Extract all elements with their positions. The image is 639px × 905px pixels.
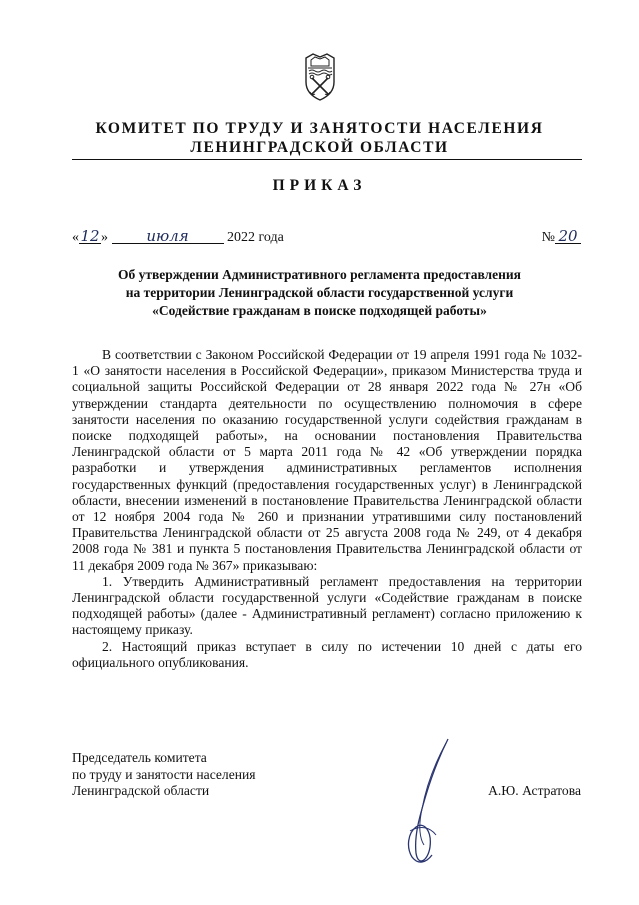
signatory-position [72,750,256,800]
date-open-quote: « [72,230,79,245]
position-line2: по труду и занятости населения [72,766,256,782]
order-item-1: 1. Утвердить Административный регламент предоставления на территории Ленинградской области государственной услуги «Содействие гражданам в поиске подходящей работы» (далее - Административный регламент) согласно приложению к настоящему приказу. [72,573,582,638]
organization-name-line2: ЛЕНИНГРАДСКОЙ ОБЛАСТИ [190,139,449,156]
number-value: 20 [555,229,581,244]
order-item-2: 2. Настоящий приказ вступает в силу по истечении 10 дней с даты его официального опубликования. [72,638,582,670]
order-number [542,229,581,246]
signatory-name: А.Ю. Астратова [488,783,581,798]
handwritten-signature-icon [390,735,460,875]
date-day: 12 [80,227,100,245]
preamble-paragraph: В соответствии с Законом Российской Федерации от 19 апреля 1991 года № 1032-1 «О занятости населения в Российской Федерации», приказом Министерства труда и социальной защиты Российской Федерации от 28 января 2022 года № 27н «Об утверждении стандарта деятельности по осуществлению полномочия в сфере занятости населения по оказанию государственной услуги содействия гражданам в поиске подходящей работы», на основании постановления Правительства Ленинградской области от 5 марта 2011 года № 42 «Об утверждении порядка разработки и утверждения административных регламентов исполнения государственных функций (предоставления государственных услуг) в Ленинградской области, внесении изменений в постановление Правительства Ленинградской области от 12 ноября 2004 года № 260 и признании утратившими силу постановлений Правительства Ленинградской области от 25 августа 2008 года № 249, от 4 декабря 2008 года № 381 и пункта 5 постановления Правительства Ленинградской области от 11 декабря 2009 года № 367» приказываю: [72,347,582,573]
order-date [72,229,284,246]
document-body [72,347,582,671]
number-prefix: № [541,230,555,245]
title-line1: Об утверждении Административного регламента предоставления [118,267,521,282]
date-year: 2022 года [227,230,284,245]
position-line3: Ленинградской области [72,783,210,799]
title-line2: на территории Ленинградской области государственной услуги [125,285,514,300]
header-divider [72,159,582,160]
position-line1: Председатель комитета [72,750,207,765]
leningrad-oblast-coat-of-arms-icon [303,52,337,102]
date-close-quote: » [101,230,108,245]
organization-name-line1: КОМИТЕТ ПО ТРУДУ И ЗАНЯТОСТИ НАСЕЛЕНИЯ [95,120,544,137]
document-title [0,266,639,320]
title-line3: «Содействие гражданам в поиске подходящей работы» [152,303,487,318]
document-type: ПРИКАЗ [272,177,367,194]
date-month: июля [112,229,224,244]
